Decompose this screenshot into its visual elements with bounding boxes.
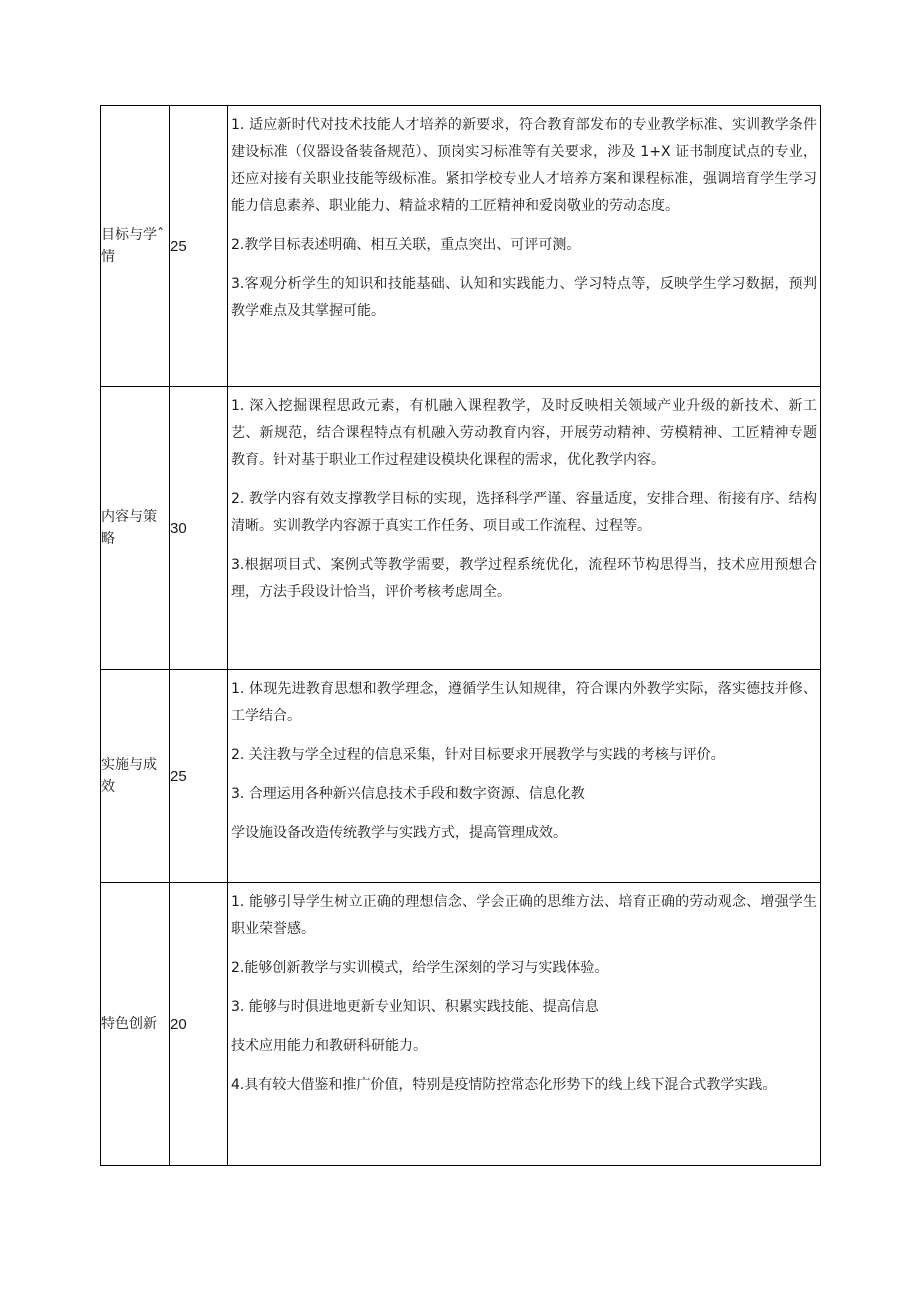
table-row <box>101 387 821 670</box>
description-paragraph: 1. 能够引导学生树立正确的理想信念、学会正确的思维方法、培育正确的劳动观念、增强学生职业荣誉感。 <box>231 894 817 937</box>
criterion-score: 25 <box>170 670 228 883</box>
table-row <box>101 670 821 883</box>
criterion-name: 内容与策略 <box>101 387 170 670</box>
criterion-name: 目标与学ˆ情 <box>101 106 170 387</box>
description-paragraph: 1. 适应新时代对技术技能人才培养的新要求，符合教育部发布的专业教学标准、实训教学条件建设标准（仪器设备装备规范）、顶岗实习标准等有关要求，涉及 1+X 证书制度试点的专业，还应对接有关职业技能等级标准。紧扣学校专业人才培养方案和课程标准，强调培育学生学习能力信息素养、职业能力、精益求精的工匠精神和爱岗敬业的劳动态度。 <box>231 117 817 214</box>
description-paragraph: 1. 深入挖掘课程思政元素，有机融入课程教学，及时反映相关领域产业升级的新技术、新工艺、新规范，结合课程特点有机融入劳动教育内容，开展劳动精神、劳模精神、工匠精神专题教育。针对基于职业工作过程建设模块化课程的需求，优化教学内容。 <box>231 398 817 468</box>
description-paragraph: 2.教学目标表述明确、相互关联，重点突出、可评可测。 <box>231 237 581 253</box>
description-paragraph: 3.客观分析学生的知识和技能基础、认知和实践能力、学习特点等，反映学生学习数据，预判教学难点及其掌握可能。 <box>231 276 817 319</box>
criterion-description <box>228 670 821 883</box>
description-paragraph: 学设施设备改造传统教学与实践方式，提高管理成效。 <box>231 825 567 841</box>
description-paragraph: 3.根据项目式、案例式等教学需要，教学过程系统优化，流程环节构思得当，技术应用预想合理，方法手段设计恰当，评价考核考虑周全。 <box>231 557 817 600</box>
criterion-score: 30 <box>170 387 228 670</box>
description-paragraph: 3. 合理运用各种新兴信息技术手段和数字资源、信息化教 <box>231 786 585 802</box>
description-paragraph: 1. 体现先进教育思想和教学理念，遵循学生认知规律，符合课内外教学实际，落实德技并修、工学结合。 <box>231 681 817 724</box>
evaluation-rubric <box>100 105 820 1166</box>
criterion-name: 特色创新 <box>101 883 170 1166</box>
criterion-description <box>228 883 821 1166</box>
description-paragraph: 4.具有较大借鉴和推广价值，特别是疫情防控常态化形势下的线上线下混合式教学实践。 <box>231 1077 777 1093</box>
description-paragraph: 技术应用能力和教研科研能力。 <box>231 1038 427 1054</box>
criterion-score: 20 <box>170 883 228 1166</box>
description-paragraph: 2.能够创新教学与实训模式，给学生深刻的学习与实践体验。 <box>231 960 609 976</box>
description-paragraph: 3. 能够与时俱进地更新专业知识、积累实践技能、提高信息 <box>231 999 599 1015</box>
criterion-description <box>228 387 821 670</box>
rubric-table <box>100 105 821 1166</box>
criterion-description <box>228 106 821 387</box>
table-row <box>101 106 821 387</box>
description-paragraph: 2. 关注教与学全过程的信息采集，针对目标要求开展教学与实践的考核与评价。 <box>231 747 725 763</box>
criterion-name: 实施与成效 <box>101 670 170 883</box>
table-row <box>101 883 821 1166</box>
criterion-score: 25 <box>170 106 228 387</box>
description-paragraph: 2. 教学内容有效支撑教学目标的实现，选择科学严谨、容量适度，安排合理、衔接有序、结构清晰。实训教学内容源于真实工作任务、项目或工作流程、过程等。 <box>231 491 817 534</box>
